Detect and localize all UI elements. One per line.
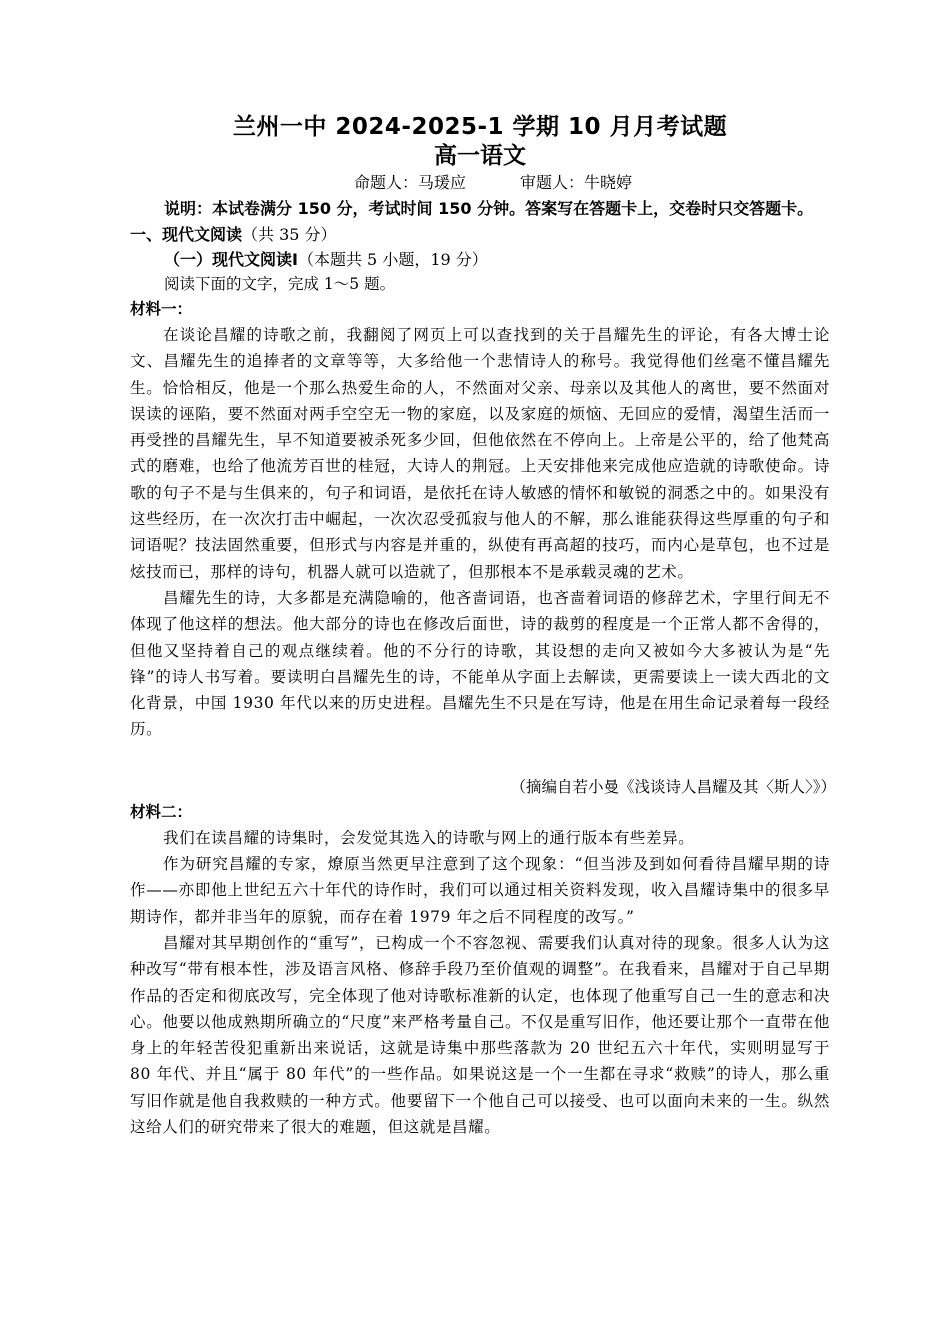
material-two-paragraph: 作为研究昌耀的专家，燎原当然更早注意到了这个现象：“但当涉及到如何看待昌耀早期的诗作——亦即他上世纪五六十年代的诗作时，我们可以通过相关资料发现，收入昌耀诗集中的很多早期诗作，都并非当年的原貌，而存在着 1979 年之后不同程度的改写。” (130, 855, 830, 926)
reading-direction: 阅读下面的文字，完成 1～5 题。 (164, 275, 396, 293)
material-one-paragraph: 昌耀先生的诗，大多都是充满隐喻的，他吝啬词语，也吝啬着词语的修辞艺术，字里行间无不体现了他这样的想法。他大部分的诗也在修改后面世，诗的裁剪的程度是一个正常人都不舍得的，但他又坚持着自己的观点继续着。他的不分行的诗歌，其设想的走向又被如今大多被认为是“先锋”的诗人书写着。要读明白昌耀先生的诗，不能单从字面上去解读，更需要读上一读大西北的文化背景，中国 1930 年代以来的历史进程。昌耀先生不只是在写诗，他是在用生命记录着每一段经历。 (130, 588, 830, 739)
material-one-paragraph: 在谈论昌耀的诗歌之前，我翻阅了网页上可以查找到的关于昌耀先生的评论，有各大博士论文、昌耀先生的追捧者的文章等等，大多给他一个悲情诗人的称号。我觉得他们丝毫不懂昌耀先生。恰恰相反，他是一个那么热爱生命的人，不然面对父亲、母亲以及其他人的离世，要不然面对误读的诬陷，要不然面对两手空空无一物的家庭，以及家庭的烦恼、无回应的爱情，渴望生活而一再受挫的昌耀先生，早不知道要被杀死多少回，但他依然在不停向上。上帝是公平的，给了他梵高式的磨难，也给了他流芳百世的桂冠，大诗人的荆冠。上天安排他来完成他应造就的诗歌使命。诗歌的句子不是与生俱来的，句子和词语，是依托在诗人敏感的情怀和敏锐的洞悉之中的。如果没有这些经历，在一次次打击中崛起，一次次忍受孤寂与他人的不解，那么谁能获得这些厚重的句子和词语呢？技法固然重要，但形式与内容是并重的，纵使有再高超的技巧，而内心是草包，也不过是炫技而已，那样的诗句，机器人就可以造就了，但那根本不是承载灵魂的艺术。 (130, 326, 830, 581)
material-two-paragraph: 昌耀对其早期创作的“重写”，已构成一个不容忽视、需要我们认真对待的现象。很多人认为这种改写“带有根本性，涉及语言风格、修辞手段乃至价值观的调整”。在我看来，昌耀对于自己早期作品的否定和彻底改写，完全体现了他对诗歌标准新的认定，也体现了他重写自己一生的意志和决心。他要以他成熟期所确立的“尺度”来严格考量自己。不仅是重写旧作，他还要让那个一直带在他身上的年轻苦役犯重新出来说话，这就是诗集中那些落款为 20 世纪五六十年代，实则明显写于 80 年代、并且“属于 80 年代”的一些作品。如果说这是一个一生都在寻求“救赎”的诗人，那么重写旧作就是他自我救赎的一种方式。他要留下一个他自己可以接受、也可以面向未来的一生。纵然这给人们的研究带来了很大的难题，但这就是昌耀。 (130, 933, 830, 1137)
author-line (156, 170, 830, 196)
subsection-note: （本题共 5 小题，19 分） (297, 250, 488, 269)
exam-page (130, 112, 836, 1140)
exam-instructions: 说明：本试卷满分 150 分，考试时间 150 分钟。答案写在答题卡上，交卷时只交答题卡。 (164, 199, 814, 218)
exam-title: 兰州一中 2024-2025-1 学期 10 月月考试题 (232, 114, 728, 140)
section-title: 一、现代文阅读 (130, 225, 243, 244)
subsection-heading (130, 247, 830, 272)
material-two-label: 材料二： (130, 802, 193, 821)
material-two-paragraph: 我们在读昌耀的诗集时，会发觉其选入的诗歌与网上的通行版本有些差异。 (163, 828, 695, 847)
section-points: （共 35 分） (242, 225, 337, 244)
material-one-label: 材料一： (130, 300, 193, 318)
section-heading (130, 222, 830, 247)
setter-name: 命题人：马瑗应 (353, 173, 466, 192)
reviewer-name: 审题人：牛晓婷 (520, 173, 633, 192)
subsection-title: （一）现代文阅读Ⅰ (164, 250, 298, 269)
subject-title: 高一语文 (434, 143, 526, 169)
material-one-source: （摘编自若小曼《浅谈诗人昌耀及其〈斯人〉》） (510, 777, 836, 796)
